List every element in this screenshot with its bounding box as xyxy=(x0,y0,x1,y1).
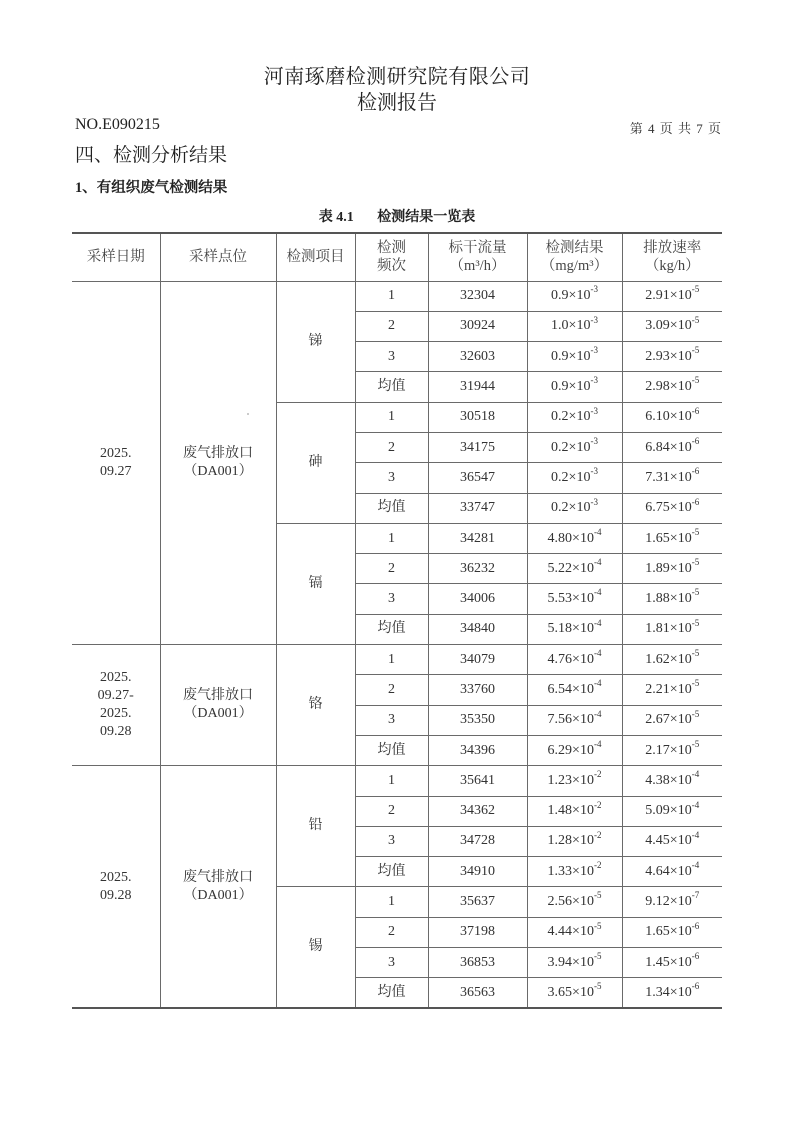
result-cell xyxy=(527,978,622,1008)
sampling-location-cell xyxy=(160,645,276,766)
header-frequency-line1: 检测 xyxy=(377,240,406,257)
rate-mantissa: 1.89×10 xyxy=(645,560,692,576)
rate-exponent: -5 xyxy=(691,284,700,295)
rate-exponent: -5 xyxy=(691,557,700,568)
rate-mantissa: 2.67×10 xyxy=(645,712,692,728)
result-cell xyxy=(527,857,622,887)
result-exponent: -4 xyxy=(593,648,602,659)
rate-mantissa: 1.65×10 xyxy=(645,924,692,940)
emission-rate-cell xyxy=(622,584,722,614)
flow-cell: 30518 xyxy=(428,402,527,432)
rate-exponent: -6 xyxy=(691,435,700,446)
rate-mantissa: 6.10×10 xyxy=(645,409,692,425)
table-row xyxy=(72,645,722,675)
flow-cell: 30924 xyxy=(428,311,527,341)
result-mantissa: 0.9×10 xyxy=(551,348,591,364)
result-cell xyxy=(527,584,622,614)
result-mantissa: 2.56×10 xyxy=(547,894,594,910)
frequency-cell: 均值 xyxy=(355,735,428,765)
frequency-cell: 1 xyxy=(355,887,428,917)
flow-cell: 34006 xyxy=(428,584,527,614)
flow-cell: 36547 xyxy=(428,463,527,493)
header-result xyxy=(527,233,622,281)
rate-mantissa: 5.09×10 xyxy=(645,803,692,819)
result-mantissa: 5.18×10 xyxy=(547,621,594,637)
sampling-date-line: 2025. xyxy=(100,670,132,686)
sampling-date-cell xyxy=(72,766,160,1008)
sampling-date-line: 09.27- xyxy=(97,688,134,704)
result-cell xyxy=(527,735,622,765)
rate-mantissa: 1.65×10 xyxy=(645,530,692,546)
result-exponent: -4 xyxy=(593,617,602,628)
result-cell xyxy=(527,554,622,584)
rate-mantissa: 2.91×10 xyxy=(645,288,692,304)
rate-mantissa: 6.84×10 xyxy=(645,439,692,455)
header-rate-line2: （kg/h） xyxy=(644,258,700,275)
frequency-cell: 3 xyxy=(355,705,428,735)
result-mantissa: 1.23×10 xyxy=(547,772,594,788)
test-item-cell: 锡 xyxy=(276,887,355,1008)
result-exponent: -3 xyxy=(590,405,598,416)
result-exponent: -3 xyxy=(590,466,598,477)
result-cell xyxy=(527,372,622,402)
frequency-cell: 2 xyxy=(355,432,428,462)
table-row xyxy=(72,766,722,796)
flow-cell: 34079 xyxy=(428,645,527,675)
rate-exponent: -6 xyxy=(691,981,700,992)
sampling-location-cell xyxy=(160,281,276,645)
flow-cell: 32304 xyxy=(428,281,527,311)
result-exponent: -5 xyxy=(593,920,602,931)
rate-mantissa: 1.88×10 xyxy=(645,591,692,607)
header-sampling-location: 采样点位 xyxy=(160,233,276,281)
rate-exponent: -4 xyxy=(691,829,700,840)
rate-exponent: -6 xyxy=(691,920,700,931)
rate-exponent: -6 xyxy=(691,405,700,416)
emission-rate-cell xyxy=(622,342,722,372)
frequency-cell: 3 xyxy=(355,342,428,372)
rate-exponent: -5 xyxy=(691,617,700,628)
result-exponent: -4 xyxy=(593,678,602,689)
result-exponent: -3 xyxy=(590,496,598,507)
flow-cell: 33747 xyxy=(428,493,527,523)
header-flow-line2: （m³/h） xyxy=(449,258,506,275)
flow-cell: 35641 xyxy=(428,766,527,796)
result-exponent: -4 xyxy=(593,708,602,719)
frequency-cell: 1 xyxy=(355,645,428,675)
section-title: 四、检测分析结果 xyxy=(75,145,228,166)
emission-rate-cell xyxy=(622,735,722,765)
frequency-cell: 均值 xyxy=(355,857,428,887)
section-subtitle: 1、有组织废气检测结果 xyxy=(75,180,228,196)
report-title: 检测报告 xyxy=(357,92,437,114)
sampling-location-line: （DA001） xyxy=(183,887,253,903)
result-mantissa: 6.54×10 xyxy=(547,682,594,697)
emission-rate-cell xyxy=(622,948,722,978)
result-mantissa: 0.9×10 xyxy=(551,288,591,304)
table-body xyxy=(72,281,722,1008)
table-row xyxy=(72,281,722,311)
result-exponent: -4 xyxy=(593,557,602,568)
flow-cell: 35637 xyxy=(428,887,527,917)
sampling-location-line: （DA001） xyxy=(183,463,253,479)
header-frequency xyxy=(355,233,428,281)
emission-rate-cell xyxy=(622,826,722,856)
emission-rate-cell xyxy=(622,675,722,705)
rate-exponent: -6 xyxy=(691,466,700,477)
result-exponent: -4 xyxy=(593,738,602,749)
rate-exponent: -6 xyxy=(691,951,700,962)
frequency-cell: 2 xyxy=(355,917,428,947)
result-mantissa: 5.53×10 xyxy=(547,591,594,607)
emission-rate-cell xyxy=(622,614,722,644)
result-mantissa: 3.65×10 xyxy=(547,984,594,1000)
rate-mantissa: 4.64×10 xyxy=(645,863,692,879)
rate-exponent: -5 xyxy=(691,678,700,689)
flow-cell: 34362 xyxy=(428,796,527,826)
frequency-cell: 2 xyxy=(355,554,428,584)
header-test-item: 检测项目 xyxy=(276,233,355,281)
result-exponent: -3 xyxy=(590,314,598,325)
result-mantissa: 1.33×10 xyxy=(547,863,594,879)
sampling-date-line: 09.28 xyxy=(100,887,132,903)
rate-exponent: -5 xyxy=(691,345,700,356)
test-item-cell: 镉 xyxy=(276,523,355,644)
header-emission-rate xyxy=(622,233,722,281)
result-exponent: -5 xyxy=(593,890,602,901)
result-cell xyxy=(527,675,622,705)
rate-mantissa: 4.45×10 xyxy=(645,833,692,849)
sampling-date-line: 2025. xyxy=(100,706,132,722)
rate-exponent: -5 xyxy=(691,526,700,537)
emission-rate-cell xyxy=(622,432,722,462)
rate-mantissa: 9.12×10 xyxy=(645,894,692,910)
result-exponent: -4 xyxy=(593,526,602,537)
rate-mantissa: 4.38×10 xyxy=(645,772,692,788)
result-mantissa: 0.2×10 xyxy=(551,409,591,425)
rate-exponent: -4 xyxy=(691,799,700,810)
rate-mantissa: 2.98×10 xyxy=(645,379,692,395)
flow-cell: 34396 xyxy=(428,735,527,765)
frequency-cell: 2 xyxy=(355,311,428,341)
emission-rate-cell xyxy=(622,857,722,887)
table-caption-title: 检测结果一览表 xyxy=(377,210,476,225)
header-flow xyxy=(428,233,527,281)
result-exponent: -5 xyxy=(593,981,602,992)
result-exponent: -2 xyxy=(593,860,602,871)
flow-cell: 36563 xyxy=(428,978,527,1008)
frequency-cell: 2 xyxy=(355,675,428,705)
result-mantissa: 1.0×10 xyxy=(551,318,591,334)
emission-rate-cell xyxy=(622,554,722,584)
result-exponent: -2 xyxy=(593,799,602,810)
emission-rate-cell xyxy=(622,372,722,402)
emission-rate-cell xyxy=(622,463,722,493)
result-exponent: -2 xyxy=(593,829,602,840)
result-mantissa: 0.2×10 xyxy=(551,469,591,485)
result-cell xyxy=(527,887,622,917)
emission-rate-cell xyxy=(622,978,722,1008)
table-header-row xyxy=(72,233,722,281)
result-exponent: -3 xyxy=(590,375,598,386)
result-mantissa: 1.28×10 xyxy=(547,833,594,849)
emission-rate-cell xyxy=(622,311,722,341)
sampling-date-line: 09.28 xyxy=(100,724,132,740)
result-mantissa: 3.94×10 xyxy=(547,954,594,970)
frequency-cell: 3 xyxy=(355,463,428,493)
result-cell xyxy=(527,311,622,341)
result-mantissa: 0.2×10 xyxy=(551,439,591,455)
rate-mantissa: 1.34×10 xyxy=(645,984,692,1000)
rate-exponent: -4 xyxy=(691,860,700,871)
frequency-cell: 均值 xyxy=(355,493,428,523)
emission-rate-cell xyxy=(622,766,722,796)
sampling-location-line: 废气排放口 xyxy=(183,445,253,461)
header-flow-line1: 标干流量 xyxy=(448,240,507,257)
flow-cell: 34281 xyxy=(428,523,527,553)
result-exponent: -3 xyxy=(590,345,598,356)
emission-rate-cell xyxy=(622,887,722,917)
table-caption xyxy=(0,206,794,226)
test-item-cell: 锑 xyxy=(276,281,355,402)
rate-exponent: -5 xyxy=(691,587,700,598)
rate-exponent: -7 xyxy=(691,890,700,901)
result-cell xyxy=(527,463,622,493)
rate-exponent: -6 xyxy=(691,496,700,507)
result-cell xyxy=(527,432,622,462)
flow-cell: 36853 xyxy=(428,948,527,978)
rate-mantissa: 3.09×10 xyxy=(645,318,692,334)
emission-rate-cell xyxy=(622,493,722,523)
flow-cell: 33760 xyxy=(428,675,527,705)
frequency-cell: 1 xyxy=(355,402,428,432)
sampling-date-line: 2025. xyxy=(100,445,132,461)
result-exponent: -3 xyxy=(590,435,598,446)
result-mantissa: 4.76×10 xyxy=(547,651,594,667)
flow-cell: 34728 xyxy=(428,826,527,856)
rate-mantissa: 1.62×10 xyxy=(645,651,692,667)
emission-rate-cell xyxy=(622,796,722,826)
scan-speck xyxy=(247,413,249,415)
frequency-cell: 1 xyxy=(355,766,428,796)
result-cell xyxy=(527,645,622,675)
result-mantissa: 7.56×10 xyxy=(547,712,594,728)
flow-cell: 34910 xyxy=(428,857,527,887)
sampling-date-line: 2025. xyxy=(100,869,132,885)
frequency-cell: 均值 xyxy=(355,372,428,402)
result-exponent: -5 xyxy=(593,951,602,962)
company-name: 河南琢磨检测研究院有限公司 xyxy=(263,66,531,88)
result-cell xyxy=(527,614,622,644)
result-cell xyxy=(527,826,622,856)
header-rate-line1: 排放速率 xyxy=(643,240,702,257)
emission-rate-cell xyxy=(622,645,722,675)
rate-exponent: -5 xyxy=(691,375,700,386)
flow-cell: 34175 xyxy=(428,432,527,462)
frequency-cell: 2 xyxy=(355,796,428,826)
rate-mantissa: 2.93×10 xyxy=(645,348,692,364)
frequency-cell: 3 xyxy=(355,584,428,614)
report-number: NO.E090215 xyxy=(75,116,160,133)
result-mantissa: 6.29×10 xyxy=(547,742,594,758)
rate-mantissa: 2.17×10 xyxy=(645,742,692,758)
frequency-cell: 1 xyxy=(355,523,428,553)
result-mantissa: 0.9×10 xyxy=(551,379,591,395)
result-exponent: -3 xyxy=(590,284,598,295)
frequency-cell: 1 xyxy=(355,281,428,311)
rate-mantissa: 7.31×10 xyxy=(645,469,692,485)
result-mantissa: 1.48×10 xyxy=(547,803,594,819)
header-result-line1: 检测结果 xyxy=(545,240,604,257)
test-item-cell: 铅 xyxy=(276,766,355,887)
rate-mantissa: 1.45×10 xyxy=(645,954,692,970)
frequency-cell: 均值 xyxy=(355,978,428,1008)
result-cell xyxy=(527,917,622,947)
flow-cell: 31944 xyxy=(428,372,527,402)
result-mantissa: 4.80×10 xyxy=(547,530,594,546)
result-cell xyxy=(527,342,622,372)
flow-cell: 34840 xyxy=(428,614,527,644)
test-item-cell: 铬 xyxy=(276,645,355,766)
rate-exponent: -4 xyxy=(691,769,700,780)
rate-exponent: -5 xyxy=(691,648,700,659)
result-cell xyxy=(527,523,622,553)
rate-exponent: -5 xyxy=(691,738,700,749)
result-cell xyxy=(527,948,622,978)
flow-cell: 36232 xyxy=(428,554,527,584)
emission-rate-cell xyxy=(622,705,722,735)
emission-rate-cell xyxy=(622,281,722,311)
header-frequency-line2: 频次 xyxy=(377,258,406,275)
result-mantissa: 0.2×10 xyxy=(551,500,591,516)
sampling-date-cell xyxy=(72,281,160,645)
emission-rate-cell xyxy=(622,523,722,553)
frequency-cell: 3 xyxy=(355,948,428,978)
rate-exponent: -5 xyxy=(691,708,700,719)
header-result-line2: （mg/m³） xyxy=(540,258,609,275)
rate-mantissa: 2.21×10 xyxy=(645,682,692,697)
sampling-location-cell xyxy=(160,766,276,1008)
result-exponent: -2 xyxy=(593,769,602,780)
result-cell xyxy=(527,705,622,735)
sampling-date-cell xyxy=(72,645,160,766)
result-cell xyxy=(527,402,622,432)
page-indicator: 第 4 页 共 7 页 xyxy=(629,121,722,136)
sampling-location-line: 废气排放口 xyxy=(183,869,253,885)
sampling-location-line: （DA001） xyxy=(183,706,253,722)
header-sampling-date: 采样日期 xyxy=(72,233,160,281)
flow-cell: 37198 xyxy=(428,917,527,947)
results-table xyxy=(72,232,722,1009)
flow-cell: 32603 xyxy=(428,342,527,372)
sampling-date-line: 09.27 xyxy=(100,463,132,479)
result-cell xyxy=(527,281,622,311)
result-mantissa: 5.22×10 xyxy=(547,560,594,576)
result-exponent: -4 xyxy=(593,587,602,598)
rate-mantissa: 6.75×10 xyxy=(645,500,692,516)
table-caption-number: 表 4.1 xyxy=(318,210,354,225)
flow-cell: 35350 xyxy=(428,705,527,735)
frequency-cell: 3 xyxy=(355,826,428,856)
result-cell xyxy=(527,766,622,796)
rate-exponent: -5 xyxy=(691,314,700,325)
test-item-cell: 砷 xyxy=(276,402,355,523)
frequency-cell: 均值 xyxy=(355,614,428,644)
result-mantissa: 4.44×10 xyxy=(547,924,594,940)
emission-rate-cell xyxy=(622,402,722,432)
result-cell xyxy=(527,493,622,523)
rate-mantissa: 1.81×10 xyxy=(645,621,692,637)
sampling-location-line: 废气排放口 xyxy=(183,688,253,704)
result-cell xyxy=(527,796,622,826)
emission-rate-cell xyxy=(622,917,722,947)
